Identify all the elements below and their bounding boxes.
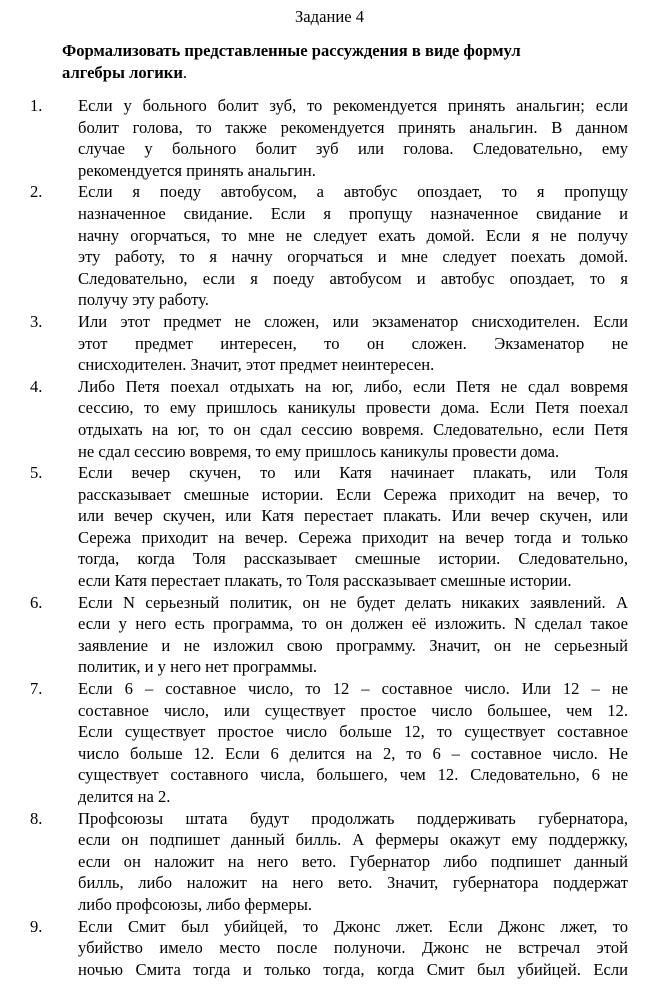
item-number: 8. (30, 808, 43, 828)
text-line: эту работу, то я начну огорчаться и мне следует поехать домой. (78, 247, 628, 267)
text-line: не сдал сессию вовремя, то ему пришлось каникулы провести дома. (78, 441, 560, 461)
list-item (0, 181, 659, 311)
item-text (78, 462, 628, 592)
text-line: существует составного числа, большего, чем 12. Следовательно, 6 не (78, 765, 628, 785)
text-line: Если существует простое число больше 12, то существует составное (78, 722, 628, 742)
text-line: политик, и у него нет программы. (78, 657, 318, 677)
text-line: случае у больного болит зуб или голова. Следовательно, ему (78, 139, 628, 159)
text-line: Если я поеду автобусом, а автобус опоздает, то я пропущу (78, 182, 628, 202)
task-heading (62, 40, 632, 84)
list-item (0, 462, 659, 592)
item-number: 9. (30, 916, 43, 936)
list-item (0, 95, 659, 181)
heading-line-1: Формализовать представленные рассуждения в виде формул (62, 41, 521, 60)
item-text (78, 808, 628, 916)
item-text (78, 181, 628, 311)
text-line: составное число, или существует простое число большее, чем 12. (78, 700, 628, 720)
text-line: Или этот предмет не сложен, или экзаменатор снисходителен. Если (78, 311, 628, 331)
task-list (0, 95, 659, 980)
item-number: 4. (30, 376, 43, 396)
text-line: если он подпишет данный билль. А фермеры окажут ему поддержку, (78, 830, 628, 850)
list-item (0, 376, 659, 462)
text-line: Если N серьезный политик, он не будет делать никаких заявлений. А (78, 592, 628, 612)
text-line: болит голова, то также рекомендуется принять анальгин. В данном (78, 117, 628, 137)
text-line: тогда, когда Толя рассказывает смешные истории. Следовательно, (78, 549, 628, 569)
text-line: рассказывает смешные истории. Если Сережа приходит на вечер, то (78, 484, 628, 504)
text-line: заявление и не изложил свою программу. Значит, он не серьезный (78, 635, 628, 655)
text-line: Сережа приходит на вечер. Сережа приходит на вечер тогда и только (78, 527, 628, 547)
item-number: 1. (30, 96, 43, 115)
text-line: Если Смит был убийцей, то Джонс лжет. Если Джонс лжет, то (78, 916, 628, 936)
item-text (78, 678, 628, 808)
text-line: сессию, то ему пришлось каникулы провести дома. Если Петя поехал (78, 398, 628, 418)
text-line: Если у больного болит зуб, то рекомендуется принять анальгин; если (78, 96, 628, 115)
item-number: 7. (30, 679, 43, 699)
list-item (0, 311, 659, 376)
item-text (78, 916, 628, 981)
item-text (78, 95, 628, 181)
text-line: рекомендуется принять анальгин. (78, 160, 316, 180)
item-number: 6. (30, 592, 43, 612)
heading-period: . (182, 63, 188, 82)
text-line: снисходителен. Значит, этот предмет неинтересен. (78, 355, 435, 375)
list-item (0, 592, 659, 678)
text-line: если у него есть программа, то он должен её изложить. N сделал такое (78, 614, 628, 634)
text-line: число больше 12. Если 6 делится на 2, то 6 – составное число. Не (78, 743, 628, 763)
text-line: ночью Смита тогда и только тогда, когда Смит был убийцей. Если (78, 959, 628, 979)
text-line: делится на 2. (78, 787, 171, 806)
list-item (0, 916, 659, 981)
text-line: Если 6 – составное число, то 12 – составное число. Или 12 – не (78, 679, 628, 699)
text-line: Либо Петя поехал отдыхать на юг, либо, если Петя не сдал вовремя (78, 376, 628, 396)
item-text (78, 592, 628, 678)
item-number: 3. (30, 311, 43, 331)
text-line: получу эту работу. (78, 290, 209, 310)
item-text (78, 311, 628, 376)
text-line: билль, либо наложит на него вето. Значит, губернатора поддержат (78, 873, 628, 893)
text-line: Профсоюзы штата будут продолжать поддерживать губернатора, (78, 808, 628, 828)
item-number: 2. (30, 182, 43, 202)
list-item (0, 678, 659, 808)
heading-text: алгебры логики (62, 63, 183, 82)
page-title: Задание 4 (294, 7, 365, 26)
text-line: убийство имело место после полуночи. Джонс не встречал этой (78, 938, 628, 958)
list-item (0, 808, 659, 916)
text-line: если Катя перестает плакать, то Толя рассказывает смешные истории. (78, 571, 572, 591)
text-line: этот предмет интересен, то он сложен. Экзаменатор не (78, 333, 628, 353)
text-line: если он наложит на него вето. Губернатор либо подпишет данный (78, 851, 628, 871)
text-line: Если вечер скучен, то или Катя начинает плакать, или Толя (78, 463, 628, 483)
heading-line-2 (62, 62, 632, 84)
text-line: отдыхать на юг, то он сдал сессию вовремя. Следовательно, если Петя (78, 419, 628, 439)
item-number: 5. (30, 463, 43, 483)
text-line: начну огорчаться, то мне не следует ехать домой. Если я не получу (78, 225, 628, 245)
text-line: Следовательно, если я поеду автобусом и автобус опоздает, то я (78, 268, 628, 288)
text-line: либо профсоюзы, либо фермеры. (78, 894, 313, 914)
text-line: назначенное свидание. Если я пропущу назначенное свидание и (78, 203, 628, 223)
text-line: или вечер скучен, или Катя перестает плакать. Или вечер скучен, или (78, 506, 628, 526)
item-text (78, 376, 628, 462)
